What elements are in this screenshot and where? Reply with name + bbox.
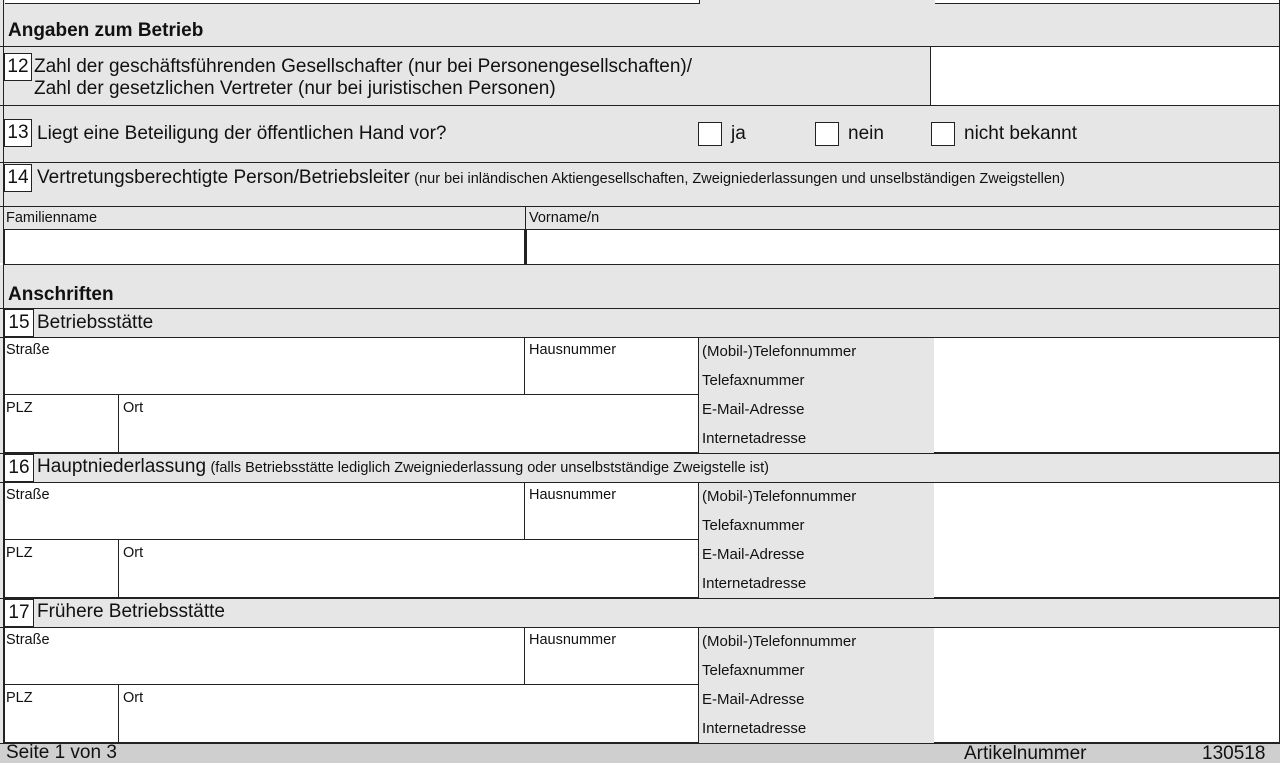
top-remnant-field-right[interactable] <box>935 0 1280 4</box>
q16-strasse-label: Straße <box>6 487 50 503</box>
vorname-input[interactable] <box>526 229 1280 265</box>
q13-bottom-border <box>0 162 1280 163</box>
q12-input[interactable] <box>930 46 1280 106</box>
q15-internet-label: Internetadresse <box>702 430 807 447</box>
footer-artikel-label: Artikelnummer <box>964 743 1087 763</box>
q17-internet-label: Internetadresse <box>702 720 807 737</box>
q15-ort-field[interactable] <box>119 395 699 453</box>
q13-checkbox-nicht-bekannt[interactable] <box>931 122 955 146</box>
q13-number: 13 <box>4 119 32 147</box>
q15-bottom-border <box>0 453 1280 454</box>
footer-page: Seite 1 von 3 <box>6 742 117 763</box>
q17-telefon-label: (Mobil-)Telefonnummer <box>702 633 857 650</box>
q15-label: Betriebsstätte <box>37 312 154 333</box>
left-border <box>3 0 4 743</box>
q14-label-row <box>37 167 1065 189</box>
familienname-input[interactable] <box>4 229 525 265</box>
q16-telefax-label: Telefaxnummer <box>702 517 805 534</box>
q16-email-label: E-Mail-Adresse <box>702 546 805 563</box>
q12-label-line1: Zahl der geschäftsführenden Gesellschafter (nur bei Personengesellschaften)/ <box>34 56 692 77</box>
q16-hausnummer-label: Hausnummer <box>529 487 617 503</box>
q17-number: 17 <box>4 599 34 627</box>
q17-strasse-field[interactable] <box>4 628 525 685</box>
q16-strasse-field[interactable] <box>4 483 525 540</box>
q17-email-label: E-Mail-Adresse <box>702 691 805 708</box>
footer-bar <box>0 743 1280 763</box>
footer-artikel-value: 130518 <box>1202 743 1266 763</box>
q15-strasse-label: Straße <box>6 342 50 358</box>
vorname-label: Vorname/n <box>529 210 600 226</box>
q16-number: 16 <box>4 454 34 482</box>
q15-telefon-label: (Mobil-)Telefonnummer <box>702 343 857 360</box>
q15-number: 15 <box>4 309 34 337</box>
q15-hausnummer-label: Hausnummer <box>529 342 617 358</box>
q13-option-ja: ja <box>731 123 746 144</box>
q13-checkbox-nein[interactable] <box>815 122 839 146</box>
q12-label-line2: Zahl der gesetzlichen Vertreter (nur bei juristischen Personen) <box>34 78 556 99</box>
section-anschriften-title: Anschriften <box>8 284 114 305</box>
q14-label: Vertretungsberechtigte Person/Betriebsleiter <box>37 167 410 188</box>
q13-label: Liegt eine Beteiligung der öffentlichen Hand vor? <box>37 123 447 144</box>
q17-hausnummer-label: Hausnummer <box>529 632 617 648</box>
q16-telefon-label: (Mobil-)Telefonnummer <box>702 488 857 505</box>
q16-plz-label: PLZ <box>6 545 33 561</box>
q14-note: (nur bei inländischen Aktiengesellschaften, Zweigniederlassungen und unselbständigen Zweigstellen) <box>414 171 1065 187</box>
q16-bottom-border <box>0 598 1280 599</box>
section-betrieb-title: Angaben zum Betrieb <box>8 20 204 41</box>
q15-contact-input[interactable] <box>934 338 1280 453</box>
q14-bottom-border <box>0 206 1280 207</box>
q17-ort-label: Ort <box>123 690 144 706</box>
q17-contact-input[interactable] <box>934 628 1280 743</box>
q17-strasse-label: Straße <box>6 632 50 648</box>
q16-ort-field[interactable] <box>119 540 699 598</box>
q15-ort-label: Ort <box>123 400 144 416</box>
q16-internet-label: Internetadresse <box>702 575 807 592</box>
q17-plz-label: PLZ <box>6 690 33 706</box>
q15-plz-label: PLZ <box>6 400 33 416</box>
familienname-label: Familienname <box>6 210 98 226</box>
q15-telefax-label: Telefaxnummer <box>702 372 805 389</box>
q12-number: 12 <box>4 53 32 81</box>
top-remnant-field[interactable] <box>5 0 700 4</box>
q17-label: Frühere Betriebsstätte <box>37 601 225 622</box>
q15-top-border <box>0 308 1280 309</box>
q16-note: (falls Betriebsstätte lediglich Zweigniederlassung oder unselbstständige Zweigstelle ist) <box>210 460 770 476</box>
q13-checkbox-ja[interactable] <box>698 122 722 146</box>
q14-number: 14 <box>4 164 32 192</box>
q15-strasse-field[interactable] <box>4 338 525 395</box>
q17-telefax-label: Telefaxnummer <box>702 662 805 679</box>
q12-bottom-border <box>0 105 1280 106</box>
q16-label-row <box>37 456 769 478</box>
q17-ort-field[interactable] <box>119 685 699 743</box>
q16-label: Hauptniederlassung <box>37 456 207 477</box>
q15-email-label: E-Mail-Adresse <box>702 401 805 418</box>
q16-contact-input[interactable] <box>934 483 1280 598</box>
q13-option-nicht-bekannt: nicht bekannt <box>964 123 1078 144</box>
q13-option-nein: nein <box>848 123 884 144</box>
q16-ort-label: Ort <box>123 545 144 561</box>
